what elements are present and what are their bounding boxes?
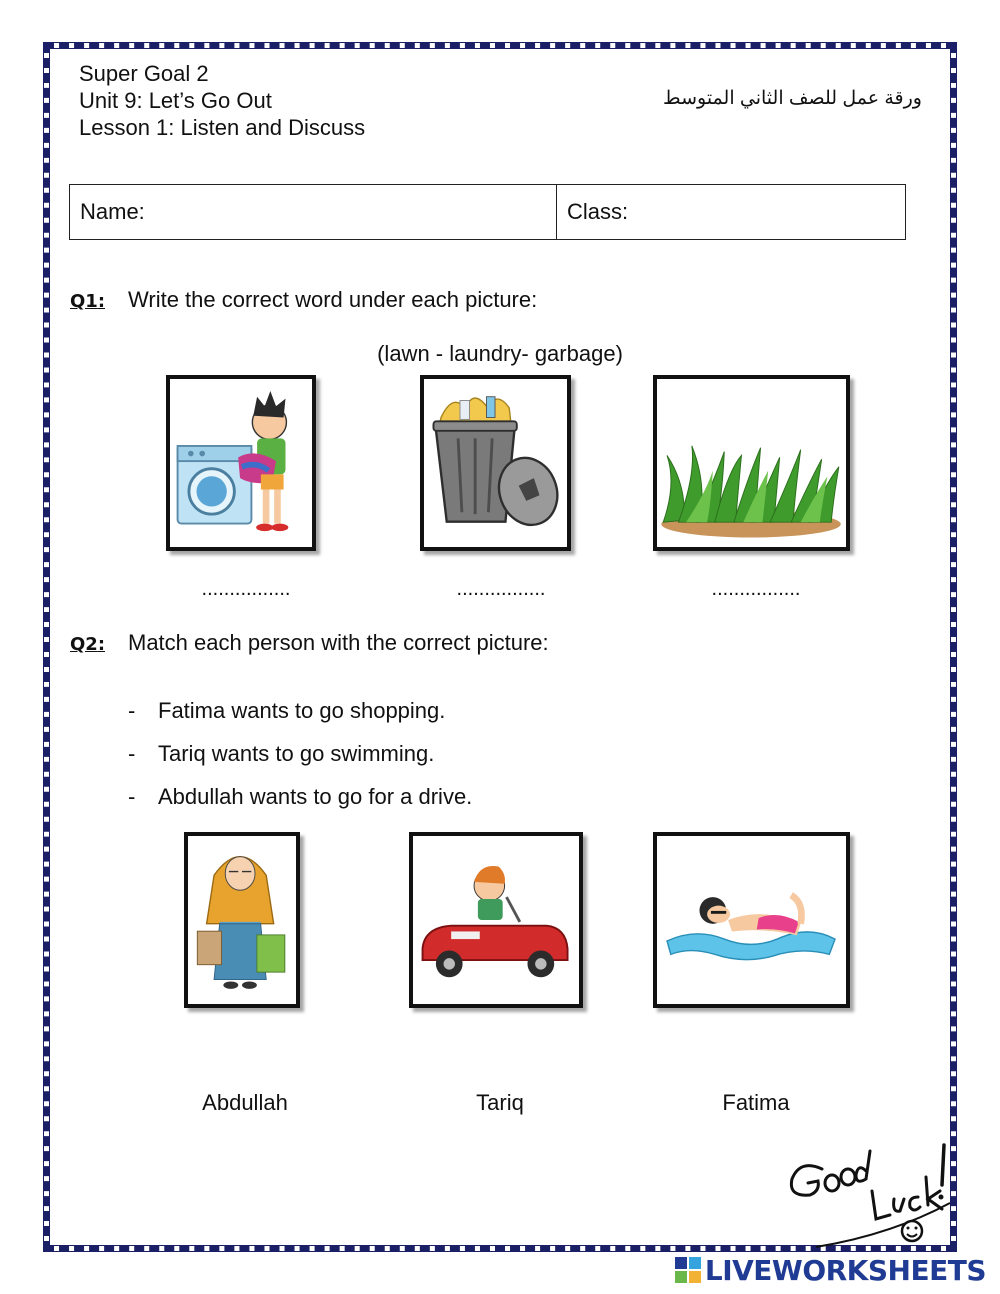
match-name-tariq[interactable]: Tariq <box>476 1090 524 1115</box>
class-label: Class: <box>567 199 629 224</box>
blank-1[interactable]: ................ <box>201 578 291 600</box>
list-item: - Tariq wants to go swimming. <box>128 741 435 766</box>
garbage-picture <box>420 375 571 551</box>
laundry-picture <box>166 375 316 551</box>
brand-name: LIVEWORKSHEETS <box>704 1253 986 1287</box>
liveworksheets-icon <box>675 1257 701 1283</box>
lawn-picture <box>653 375 850 551</box>
q1-number: Q1: <box>70 291 106 312</box>
list-item: - Fatima wants to go shopping. <box>128 698 446 723</box>
match-name-fatima[interactable]: Fatima <box>722 1090 790 1115</box>
book-title: Super Goal 2 <box>79 61 209 86</box>
brand-logo <box>675 1252 986 1288</box>
blank-3[interactable]: ................ <box>711 578 801 600</box>
lesson-title: Lesson 1: Listen and Discuss <box>79 115 366 140</box>
shopping-picture[interactable] <box>184 832 300 1008</box>
list-item: - Abdullah wants to go for a drive. <box>128 784 473 809</box>
q1-instruction: Write the correct word under each picture: <box>128 287 538 312</box>
word-bank: (lawn - laundry- garbage) <box>377 341 623 366</box>
arabic-title: ورقة عمل للصف الثاني المتوسط <box>663 88 922 109</box>
q2-instruction: Match each person with the correct picture: <box>128 630 549 655</box>
match-name-abdullah[interactable]: Abdullah <box>202 1090 288 1115</box>
name-label: Name: <box>80 199 145 224</box>
good-luck-signature <box>780 1135 955 1250</box>
worksheet-header <box>79 60 365 141</box>
swimming-picture[interactable] <box>653 832 850 1008</box>
blank-2[interactable]: ................ <box>456 578 546 600</box>
driving-picture[interactable] <box>409 832 583 1008</box>
statement-list <box>128 698 472 827</box>
class-field[interactable] <box>557 185 905 239</box>
q1-heading <box>70 287 537 313</box>
q2-number: Q2: <box>70 634 106 655</box>
name-field[interactable] <box>70 185 557 239</box>
q2-heading <box>70 630 549 656</box>
unit-title: Unit 9: Let’s Go Out <box>79 88 272 113</box>
student-info-table <box>69 184 906 240</box>
